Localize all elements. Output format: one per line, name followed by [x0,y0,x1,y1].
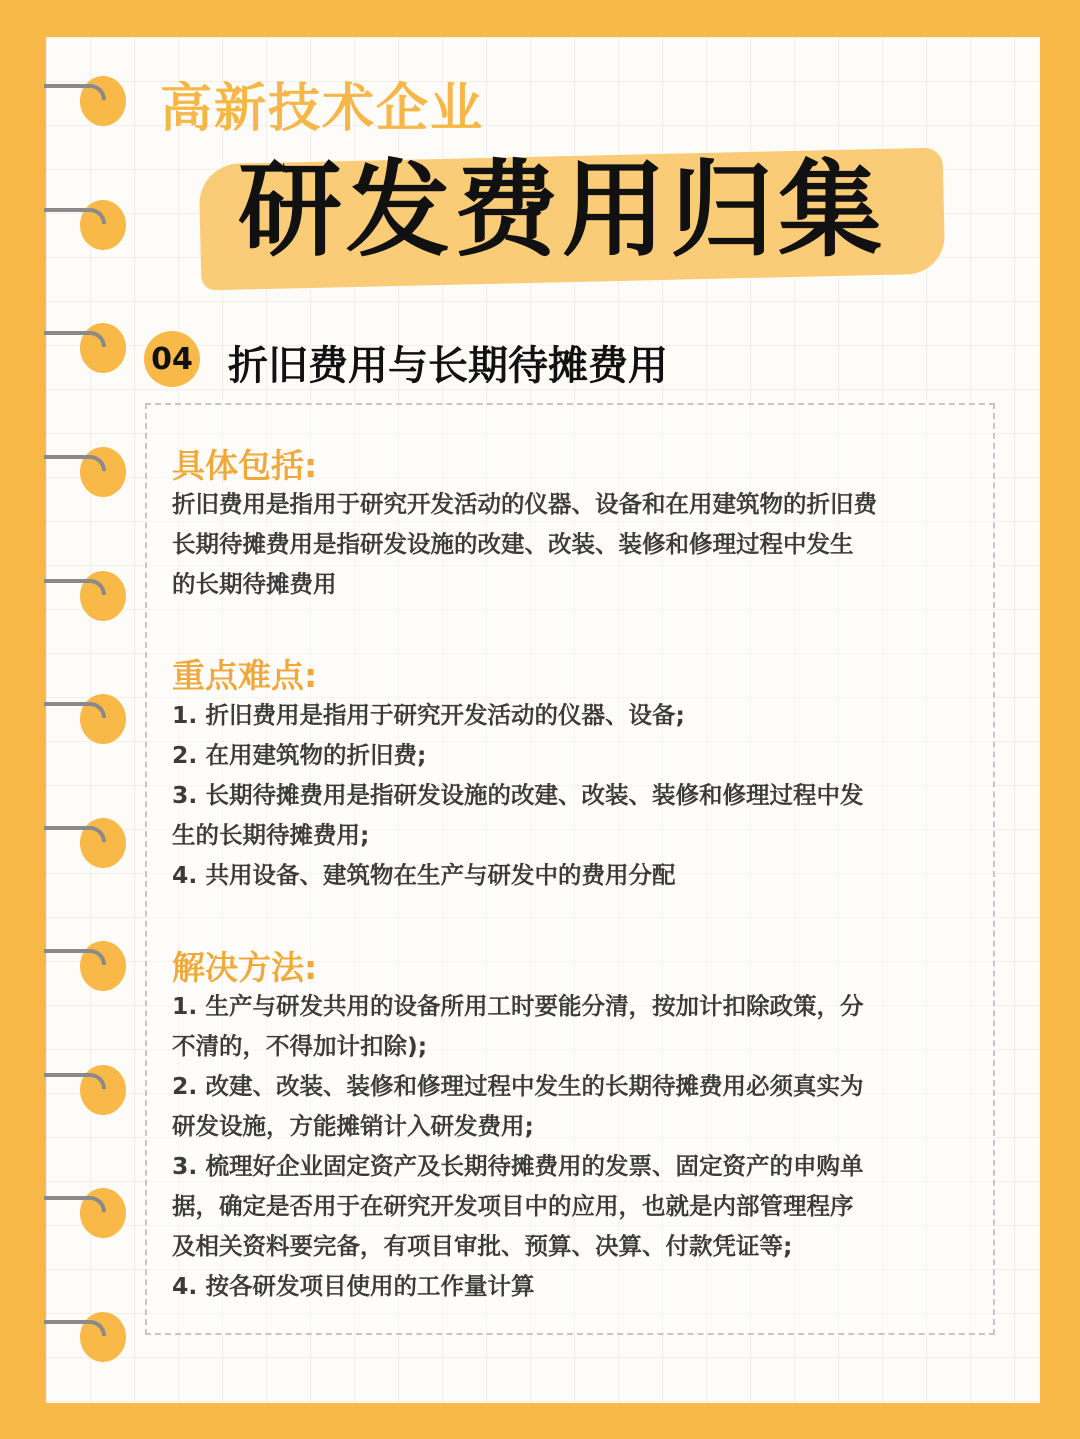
spiral-ring [44,1188,122,1240]
included-text [172,484,962,604]
spiral-ring [44,200,122,252]
spiral-ring [44,323,122,375]
text-line: 2. 在用建筑物的折旧费; [172,741,427,769]
section-number-badge: 04 [144,331,200,387]
spiral-ring [44,1065,122,1117]
difficulties-heading: 重点难点: [172,656,318,695]
page-subtitle: 高新技术企业 [160,79,485,139]
spiral-ring [44,694,122,746]
spiral-ring [44,818,122,870]
spiral-ring [44,1312,122,1364]
text-line: 3. 长期待摊费用是指研发设施的改建、改装、装修和修理过程中发 [172,781,864,809]
spiral-ring [44,447,122,499]
text-line: 据，确定是否用于在研究开发项目中的应用，也就是内部管理程序 [172,1192,854,1220]
text-line: 不清的，不得加计扣除); [172,1032,428,1060]
text-line: 研发设施，方能摊销计入研发费用; [172,1112,534,1140]
spiral-ring [44,941,122,993]
included-heading: 具体包括: [172,446,318,485]
text-line: 2. 改建、改装、装修和修理过程中发生的长期待摊费用必须真实为 [172,1072,864,1100]
text-line: 4. 按各研发项目使用的工作量计算 [172,1272,535,1300]
text-line: 的长期待摊费用 [172,570,337,598]
text-line: 3. 梳理好企业固定资产及长期待摊费用的发票、固定资产的申购单 [172,1152,864,1180]
difficulties-text [172,695,962,895]
text-line: 长期待摊费用是指研发设施的改建、改装、装修和修理过程中发生 [172,530,854,558]
text-line: 1. 折旧费用是指用于研究开发活动的仪器、设备; [172,701,685,729]
solutions-heading: 解决方法: [172,948,318,987]
text-line: 及相关资料要完备，有项目审批、预算、决算、付款凭证等; [172,1232,793,1260]
section-title: 折旧费用与长期待摊费用 [228,343,668,389]
text-line: 生的长期待摊费用; [172,821,370,849]
spiral-ring [44,571,122,623]
text-line: 1. 生产与研发共用的设备所用工时要能分清，按加计扣除政策，分 [172,992,864,1020]
solutions-text [172,986,962,1306]
page-title: 研发费用归集 [238,149,887,271]
spiral-ring [44,76,122,128]
text-line: 折旧费用是指用于研究开发活动的仪器、设备和在用建筑物的折旧费 [172,490,877,518]
text-line: 4. 共用设备、建筑物在生产与研发中的费用分配 [172,861,676,889]
